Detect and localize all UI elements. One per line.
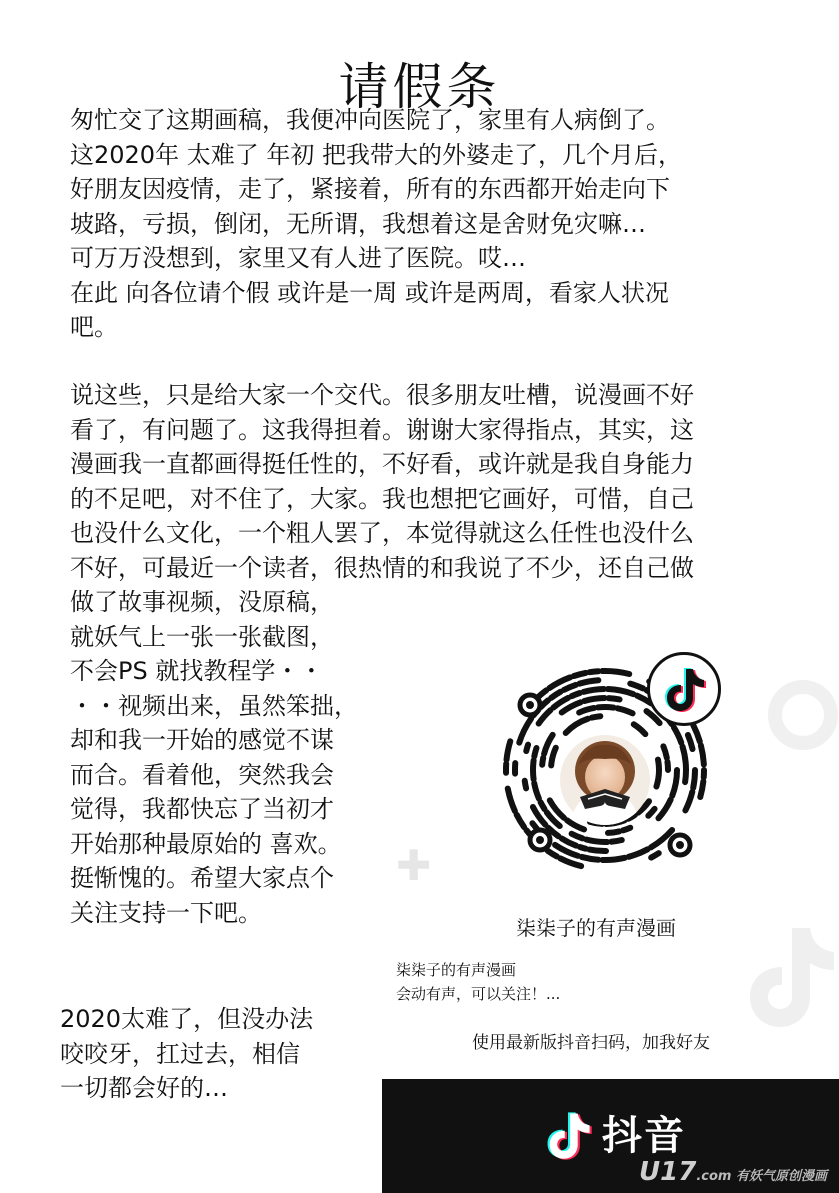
qr-segment — [579, 708, 594, 713]
qr-segment — [562, 838, 576, 845]
text-line: 咬咬牙，扛过去，相信 — [60, 1039, 300, 1068]
text-line: 就妖气上一张一张截图， — [70, 622, 334, 651]
qr-segment — [667, 762, 668, 770]
text-line: 开始那种最原始的 喜欢。 — [70, 829, 342, 858]
text-line: ・・视频出来，虽然笨拙， — [70, 691, 358, 720]
banner-title: 抖音 — [602, 1113, 686, 1159]
decorative-ring — [768, 680, 838, 750]
qr-segment — [533, 760, 534, 779]
qr-segment — [574, 673, 586, 676]
qr-segment — [674, 727, 681, 742]
text-line: 好朋友因疫情，走了，紧接着，所有的东西都开始走向下 — [70, 175, 670, 203]
qr-segment — [611, 840, 622, 842]
qr-segment — [548, 851, 557, 857]
qr-segment — [534, 783, 539, 798]
qr-finder-dot — [526, 701, 534, 709]
qr-segment — [560, 858, 581, 866]
plus-icon: ✚ — [396, 841, 432, 890]
qr-segment — [602, 671, 629, 674]
qr-segment — [590, 671, 599, 672]
avatar — [560, 735, 650, 825]
douyin-qr-card[interactable] — [500, 650, 730, 880]
qr-segment — [609, 698, 620, 699]
text-line: 2020太难了，但没办法 — [60, 1005, 314, 1033]
tiktok-watermark-icon — [740, 920, 836, 1034]
qr-segment — [658, 760, 659, 770]
qr-segment — [651, 853, 659, 857]
account-info — [396, 958, 560, 1006]
qr-segment — [658, 799, 670, 818]
qr-segment — [656, 770, 659, 787]
qr-segment — [507, 741, 511, 760]
qr-segment — [700, 781, 703, 797]
qr-segment — [582, 857, 599, 860]
account-description: 会动有声，可以关注！... — [396, 985, 561, 1003]
text-line: 却和我一开始的感觉不谋 — [70, 726, 334, 754]
qr-segment — [551, 692, 560, 698]
qr-segment — [584, 689, 604, 692]
qr-finder-dot — [536, 836, 544, 844]
qr-segment — [551, 748, 556, 766]
qr-segment — [618, 708, 633, 713]
tiktok-logo-icon — [540, 1105, 596, 1169]
text-line: 看了，有问题了。这我得担着。谢谢大家得指点，其实，这 — [70, 415, 694, 444]
text-line: 关注支持一下吧。 — [70, 898, 262, 927]
qr-segment — [580, 680, 599, 683]
qr-segment — [598, 707, 614, 708]
qr-segment — [572, 834, 583, 839]
paragraph-leave-notice — [70, 103, 830, 345]
qr-segment — [564, 685, 576, 690]
text-line: 挺惭愧的。希望大家点个 — [70, 864, 334, 892]
qr-segment — [572, 693, 580, 696]
watermark-slogan: 有妖气原创漫画 — [735, 1169, 827, 1184]
qr-segment — [685, 792, 692, 811]
qr-segment — [590, 850, 606, 851]
watermark-domain: .com — [696, 1169, 732, 1184]
text-line: 匆忙交了这期画稿，我便冲向医院了，家里有人病倒了。 — [70, 106, 670, 134]
qr-segment — [586, 840, 607, 842]
text-line: 坡路，亏损，倒闭，无所谓，我想着这是舍财免灾嘛… — [70, 209, 646, 238]
text-line: 觉得，我都快忘了当初才 — [70, 795, 334, 823]
qr-segment — [608, 689, 633, 694]
qr-segment — [517, 815, 524, 827]
qr-segment — [663, 746, 666, 757]
qr-segment — [693, 770, 695, 788]
qr-segment — [693, 725, 700, 741]
text-line: 也没什么文化，一个粗人罢了，本觉得就这么任性也没什么 — [70, 519, 694, 547]
qr-segment — [623, 828, 630, 831]
watermark-brand: U17 — [639, 1157, 697, 1187]
text-line: 一切都会好的… — [60, 1074, 228, 1102]
page-title: 请假条 — [338, 57, 501, 116]
qr-segment — [519, 718, 531, 742]
text-line: 漫画我一直都画得挺任性的，不好看，或许就是我自身能力 — [70, 450, 694, 478]
text-line: 做了故事视频，没原稿， — [70, 588, 334, 616]
qr-segment — [525, 781, 526, 789]
text-line: 在此 向各位请个假 或许是一周 或许是两周，看家人状况 — [70, 278, 669, 307]
qr-segment — [592, 716, 601, 717]
svg-text:✦: ✦ — [600, 801, 610, 812]
qr-segment — [602, 858, 624, 860]
text-line: 吧。 — [70, 313, 118, 341]
qr-segment — [688, 735, 693, 749]
qr-segment — [580, 847, 586, 849]
scan-hint: 使用最新版抖音扫码，加我好友 — [472, 1033, 710, 1053]
qr-caption: 柒柒子的有声漫画 — [516, 916, 676, 940]
u17-watermark — [639, 1157, 827, 1187]
text-line: 这2020年 太难了 年初 把我带大的外婆走了，几个月后， — [70, 140, 682, 169]
text-line: 而合。看着他，突然我会 — [70, 760, 334, 789]
qr-segment — [542, 758, 543, 765]
qr-segment — [534, 748, 536, 756]
text-line: 不会PS 就找教程学・・ — [70, 657, 324, 685]
qr-finder-dot — [676, 841, 684, 849]
qr-segment — [541, 802, 545, 809]
text-line: 可万万没想到，家里又有人进了医院。哎… — [70, 244, 526, 272]
qr-segment — [526, 745, 528, 751]
qr-segment — [629, 849, 648, 857]
qr-segment — [672, 770, 677, 796]
qr-segment — [683, 746, 686, 769]
qr-segment — [701, 745, 704, 764]
text-line: 的不足吧，对不住了，大家。我也想把它画好，可惜，自己 — [70, 484, 694, 513]
text-line: 不好，可最近一个读者，很热情的和我说了不少，还自己做 — [70, 553, 694, 582]
qr-segment — [608, 831, 619, 833]
qr-segment — [539, 710, 551, 723]
text-line: 说这些，只是给大家一个交代。很多朋友吐槽，说漫画不好 — [70, 381, 694, 409]
qr-segment — [630, 684, 643, 689]
qr-segment — [584, 698, 604, 701]
qr-segment — [508, 789, 515, 811]
tiktok-logo-icon — [647, 652, 721, 726]
account-name: 柒柒子的有声漫画 — [396, 961, 517, 979]
